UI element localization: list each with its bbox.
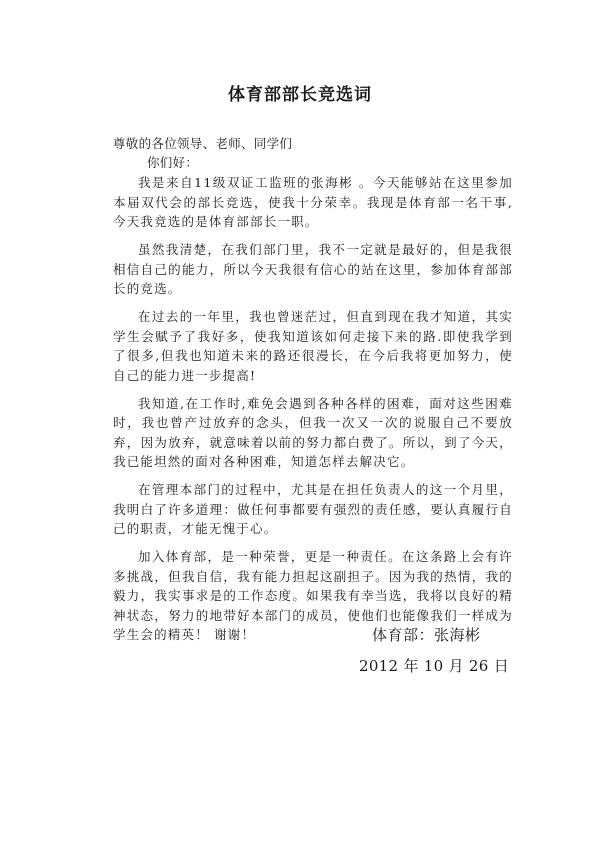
greeting-line: 你们好：: [147, 155, 199, 170]
paragraph-5: 在管理本部门的过程中，尤其是在担任负责人的这一个月里，我明白了许多道理：做任何事都要有强烈的责任感，要认真履行自己的职责，才能无愧于心。: [113, 482, 513, 536]
paragraph-3: 在过去的一年里，我也曾迷茫过，但直到现在我才知道，其实学生会赋予了我好多，使我知道该如何走接下来的路.即使我学到了很多,但我也知道未来的路还很漫长，在今后我将更加努力，使自己的能力进一步提高!: [113, 309, 513, 383]
paragraph-6: 加入体育部，是一种荣誉，更是一种责任。在这条路上会有许多挑战，但我自信，我有能力担起这副担子。因为我的热情，我的毅力，我实事求是的工作态度。如果我有幸当选，我将以良好的精神状态，努力的地带好本部门的成员，使他们也能像我们一样成为学生会的精英！ 谢谢！: [113, 549, 513, 642]
paragraph-2: 虽然我清楚，在我们部门里，我不一定就是最好的，但是我很相信自己的能力，所以今天我很有信心的站在这里，参加体育部部长的竞选。: [113, 242, 513, 296]
salutation-line: 尊敬的各位领导、老师、同学们: [113, 136, 293, 151]
signature: 体育部：张海彬: [372, 626, 481, 644]
salutation-block: [113, 134, 292, 172]
date: 2012 年 10 月 26 日: [359, 657, 509, 675]
paragraph-4: 我知道,在工作时,难免会遇到各种各样的困难，面对这些困难时，我也曾产过放弃的念头，但我一次又一次的说服自己不要放弃，因为放弃，就意味着以前的努力都白费了。所以，到了今天，我已能坦然的面对各种困难，知道怎样去解决它。: [113, 395, 513, 469]
paragraph-1: 我是来自11级双证工监班的张海彬 。今天能够站在这里参加本届双代会的部长竞选，使我十分荣幸。我现是体育部一名干事,今天我竞选的是体育部部长一职。: [113, 175, 513, 229]
speech-body: [113, 173, 513, 653]
document-title: 体育部部长竞选词: [228, 85, 372, 105]
